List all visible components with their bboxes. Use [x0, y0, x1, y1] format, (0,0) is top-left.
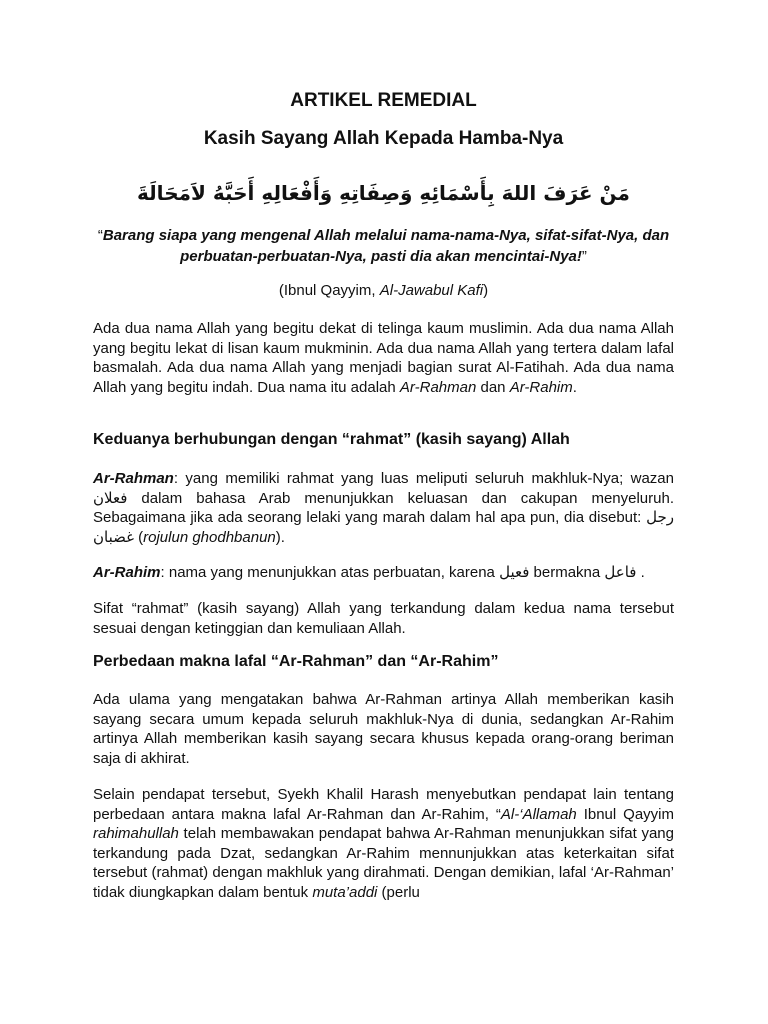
- paragraph-syekh-khalil: [93, 785, 674, 902]
- paragraph-ulama: Ada ulama yang mengatakan bahwa Ar-Rahman artinya Allah memberikan kasih sayang secara umum kepada seluruh makhluk-Nya di dunia, sedangkan Ar-Rahim artinya Allah memberikan kasih sayang secara khusus kepada orang-orang beriman saja di akhirat.: [93, 691, 674, 767]
- intro-name-ar-rahman: Ar-Rahman: [399, 378, 477, 396]
- citation-book: Al-Jawabul Kafi: [379, 282, 484, 299]
- document-subtitle: Kasih Sayang Allah Kepada Hamba-Nya: [203, 128, 564, 149]
- paragraph-ar-rahman: [93, 469, 674, 547]
- translation-quote: [93, 225, 674, 267]
- khalil-italic-allamah: Al-‘Allamah: [500, 805, 577, 823]
- arabic-faail: فاعل: [604, 563, 637, 581]
- intro-end: .: [572, 378, 577, 396]
- quote-text: Barang siapa yang mengenal Allah melalui nama-nama-Nya, sifat-sifat-Nya, dan perbuatan-perbuatan-Nya, pasti dia akan mencintai-Nya!: [102, 227, 670, 265]
- khalil-text-3: telah membawakan pendapat bahwa Ar-Rahman menunjukkan sifat yang terkandung pada Dzat, sedangkan Ar-Rahim mennunjukkan atas keterkaitan sifat tersebut (rahmat) dengan makhluk yang dirahmati. Dengan demikian, lafal ‘Ar-Rahman’ tidak diungkapkan dalam bentuk: [93, 825, 674, 901]
- document-title: ARTIKEL REMEDIAL: [290, 90, 477, 111]
- quote-open-mark: “: [97, 227, 103, 244]
- transliteration: rojulun ghodhbanun: [143, 528, 276, 546]
- khalil-text-2: Ibnul Qayyim: [576, 805, 674, 823]
- arabic-rojulun-ghodhbanun: رجل غضبان: [93, 508, 674, 546]
- khalil-text-4: (perlu: [377, 883, 420, 901]
- arabic-fail: فعيل: [499, 563, 530, 581]
- paragraph-intro: [93, 319, 674, 397]
- ar-rahman-text-1: : yang memiliki rahmat yang luas meliputi seluruh makhluk-Nya; wazan: [173, 470, 674, 487]
- citation-prefix: (Ibnul Qayyim,: [278, 282, 380, 299]
- term-ar-rahman: Ar-Rahman: [93, 470, 174, 487]
- arabic-wazan-fulan: فعلان: [93, 488, 128, 507]
- paragraph-sifat-rahmat: Sifat “rahmat” (kasih sayang) Allah yang terkandung dalam kedua nama tersebut sesuai dengan ketinggian dan kemuliaan Allah.: [93, 600, 674, 637]
- ar-rahman-text-4: ).: [275, 528, 285, 546]
- ar-rahim-text-2: bermakna: [529, 564, 605, 581]
- ar-rahim-text-1: : nama yang menunjukkan atas perbuatan, karena: [160, 564, 500, 581]
- section-heading-perbedaan: Perbedaan makna lafal “Ar-Rahman” dan “Ar-Rahim”: [93, 653, 499, 670]
- intro-name-ar-rahim: Ar-Rahim: [509, 378, 573, 396]
- ar-rahman-text-3: (: [133, 528, 144, 546]
- khalil-italic-mutaaddi: muta’addi: [312, 883, 378, 901]
- ar-rahman-text-2: dalam bahasa Arab menunjukkan keluasan dan cakupan menyeluruh. Sebagaimana jika ada seorang lelaki yang marah dalam hal apa pun, dia disebut:: [93, 489, 674, 526]
- section-heading-rahmat: Keduanya berhubungan dengan “rahmat” (kasih sayang) Allah: [93, 431, 570, 448]
- citation-suffix: ): [483, 282, 489, 299]
- arabic-verse: مَنْ عَرَفَ اللهَ بِأَسْمَائِهِ وَصِفَاتِهِ وَأَفْعَالِهِ أَحَبَّهُ لاَمَحَالَةَ: [137, 181, 630, 205]
- ar-rahim-text-3: .: [636, 564, 645, 581]
- intro-text: Ada dua nama Allah yang begitu dekat di telinga kaum muslimin. Ada dua nama Allah yang begitu lekat di lisan kaum mukminin. Ada dua nama Allah yang tertera dalam lafal basmalah. Ada dua nama Allah yang menjadi bagian surat Al-Fatihah. Ada dua nama Allah yang begitu indah. Dua nama itu adalah: [93, 320, 674, 396]
- intro-conj: dan: [476, 378, 510, 396]
- term-ar-rahim: Ar-Rahim: [93, 564, 161, 581]
- paragraph-ar-rahim: [93, 563, 674, 583]
- quote-citation: [93, 282, 674, 299]
- quote-close-mark: ”: [581, 248, 587, 265]
- khalil-text-1: Selain pendapat tersebut, Syekh Khalil Harash menyebutkan pendapat lain tentang perbedaan antara makna lafal Ar-Rahman dan Ar-Rahim, “: [93, 786, 674, 823]
- khalil-italic-rahimahullah: rahimahullah: [93, 825, 179, 842]
